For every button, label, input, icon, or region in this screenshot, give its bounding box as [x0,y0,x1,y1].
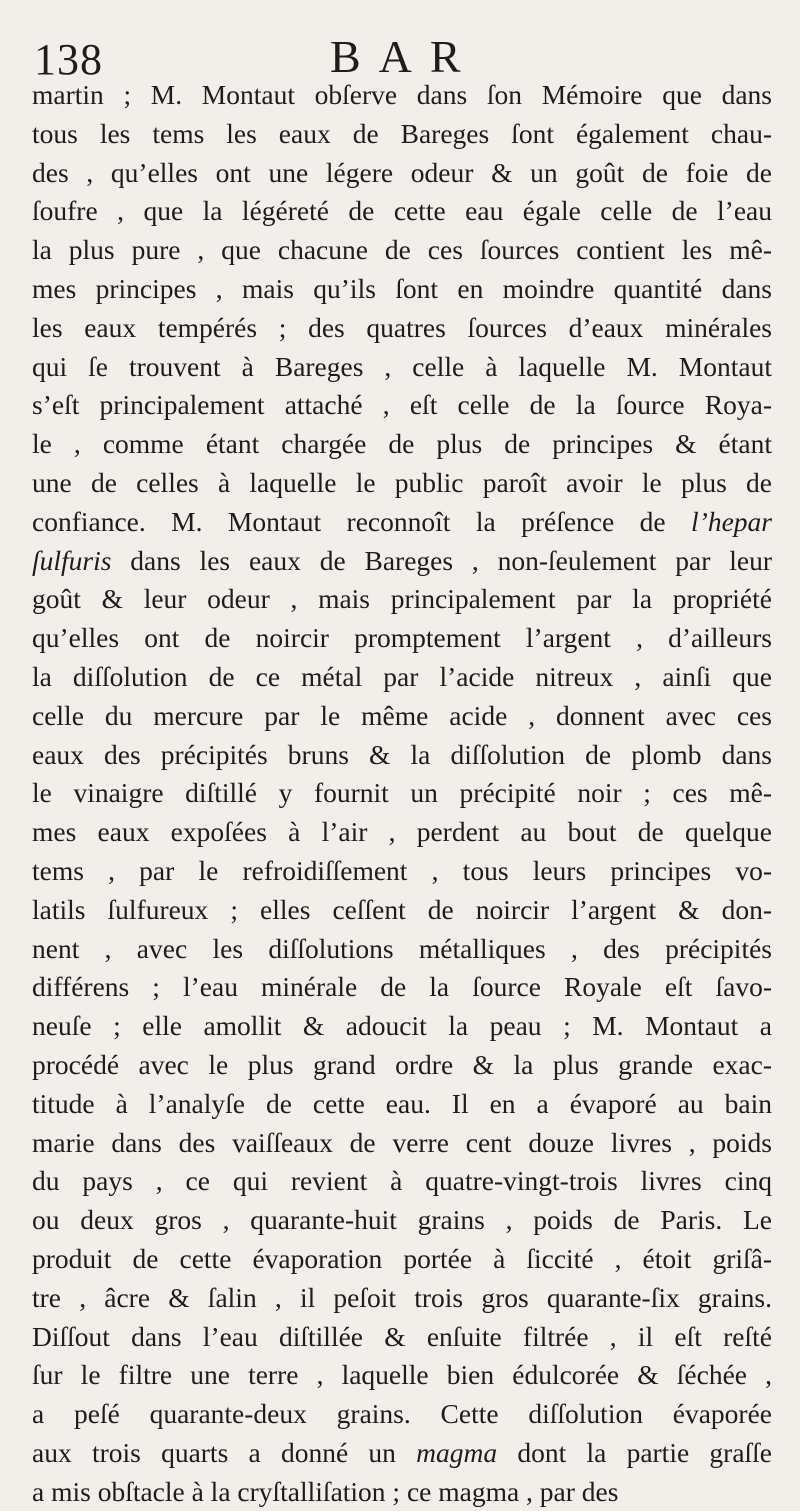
text-segment: a mis obſtacle à la cryſtalliſation ; ce magma , par des [32,1475,619,1507]
text-line [32,1356,772,1395]
text-line [32,968,772,1007]
text-segment: produit de cette évaporation portée à ſiccité , étoit griſâ- [32,1242,772,1274]
text-line [32,464,772,503]
text-segment: du pays , ce qui revient à quatre-vingt-trois livres cinq [32,1165,772,1197]
text-line [32,386,772,425]
italic-text-segment: magma [416,1436,498,1468]
text-line [32,658,772,697]
text-line [32,1007,772,1046]
running-head: BAR [330,31,479,82]
text-segment: la diſſolution de ce métal par l’acide nitreux , ainſi que [32,660,772,692]
text-segment: s’eſt principalement attaché , eſt celle de la ſource Roya- [32,389,772,421]
italic-text-segment: l’hepar [691,505,772,537]
text-line [32,580,772,619]
text-line [32,736,772,775]
text-line [32,1279,772,1318]
text-line [32,1046,772,1085]
text-segment: la plus pure , que chacune de ces ſources contient les mê- [32,234,772,266]
text-segment: celle du mercure par le même acide , donnent avec ces [32,699,772,731]
text-segment: procédé avec le plus grand ordre & la plus grande exac- [32,1048,772,1080]
text-line [32,192,772,231]
text-line [32,1318,772,1357]
text-segment: Diſſout dans l’eau diſtillée & enſuite filtrée , il eſt reſté [32,1320,772,1352]
text-line [32,1124,772,1163]
italic-text-segment: ſulfuris [32,544,112,576]
text-segment: goût & leur odeur , mais principalement par la propriété [32,583,772,615]
text-line [32,503,772,542]
text-line [32,1395,772,1434]
text-segment: des , qu’elles ont une légere odeur & un goût de foie de [32,156,772,188]
text-line [32,1240,772,1279]
body-text [32,76,772,1511]
text-segment: titude à l’analyſe de cette eau. Il en a évaporé au bain [32,1087,772,1119]
text-line [32,1162,772,1201]
text-segment: mes eaux expoſées à l’air , perdent au bout de quelque [32,816,772,848]
text-line [32,348,772,387]
text-segment: latils ſulfureux ; elles ceſſent de noircir l’argent & don- [32,893,772,925]
text-segment: marie dans des vaiſſeaux de verre cent douze livres , poids [32,1126,772,1158]
text-line [32,115,772,154]
text-segment: nent , avec les diſſolutions métalliques , des précipités [32,932,772,964]
text-segment: qu’elles ont de noircir promptement l’argent , d’ailleurs [32,622,772,654]
text-segment: le , comme étant chargée de plus de principes & étant [32,428,772,460]
text-segment: confiance. M. Montaut reconnoît la préſence de [32,505,692,537]
text-line [32,154,772,193]
text-segment: aux trois quarts a donné un [32,1436,417,1468]
text-line [32,1434,772,1473]
text-segment: tous les tems les eaux de Bareges ſont également chau- [32,117,772,149]
text-line [32,813,772,852]
text-segment: dans les eaux de Bareges , non-ſeulement par leur [111,544,772,576]
text-segment: martin ; M. Montaut obſerve dans ſon Mémoire que dans [32,79,772,110]
text-line [32,1085,772,1124]
text-segment: mes principes , mais qu’ils ſont en moindre quantité dans [32,272,772,304]
text-segment: tems , par le refroidiſſement , tous leurs principes vo- [32,854,772,886]
text-segment: neuſe ; elle amollit & adoucit la peau ; M. Montaut a [32,1010,772,1042]
text-line [32,542,772,581]
text-segment: a peſé quarante-deux grains. Cette diſſolution évaporée [32,1398,772,1430]
text-line [32,1201,772,1240]
text-segment: dont la partie graſſe [497,1436,772,1468]
text-line [32,1473,772,1511]
text-segment: tre , âcre & ſalin , il peſoit trois gros quarante-ſix grains. [32,1281,772,1313]
text-segment: une de celles à laquelle le public paroît avoir le plus de [32,466,772,498]
text-line [32,774,772,813]
text-segment: ou deux gros , quarante-huit grains , poids de Paris. Le [32,1204,772,1236]
text-line [32,76,772,115]
text-line [32,930,772,969]
page-number: 138 [34,35,103,84]
text-segment: qui ſe trouvent à Bareges , celle à laquelle M. Montaut [32,350,772,382]
text-segment: différens ; l’eau minérale de la ſource Royale eſt ſavo- [32,971,772,1003]
text-line [32,231,772,270]
text-line [32,619,772,658]
text-line [32,309,772,348]
text-line [32,891,772,930]
text-segment: le vinaigre diſtillé y fournit un précipité noir ; ces mê- [32,777,772,809]
text-line [32,270,772,309]
text-segment: ſur le filtre une terre , laquelle bien édulcorée & ſéchée , [32,1359,772,1391]
text-segment: eaux des précipités bruns & la diſſolution de plomb dans [32,738,772,770]
text-segment: ſoufre , que la légéreté de cette eau égale celle de l’eau [32,195,772,227]
text-line [32,425,772,464]
text-line [32,697,772,736]
text-segment: les eaux tempérés ; des quatres ſources d’eaux minérales [32,311,772,343]
text-line [32,852,772,891]
